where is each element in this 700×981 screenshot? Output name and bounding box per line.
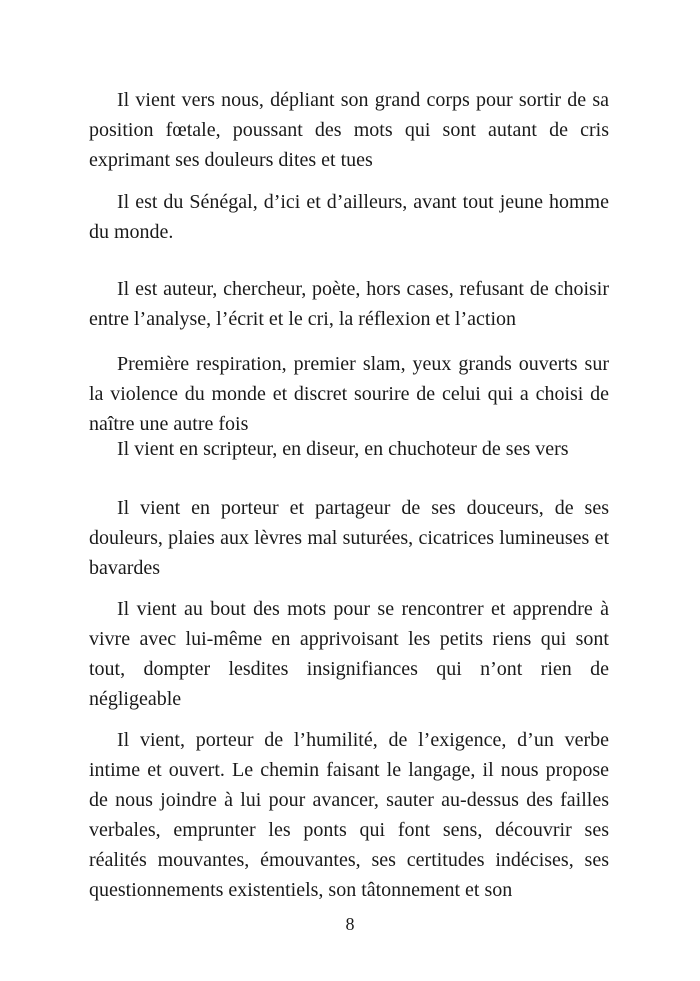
paragraph-3: Il est auteur, chercheur, poète, hors cases, refusant de choisir entre l’analyse, l’écrit et le cri, la réflexion et l’action — [89, 278, 609, 330]
paragraph-7: Il vient au bout des mots pour se rencontrer et apprendre à vivre avec lui-même en apprivoisant les petits riens qui sont tout, dompter lesdites insignifiances qui n’ont rien de négligeable — [89, 598, 609, 710]
paragraph-8: Il vient, porteur de l’humilité, de l’exigence, d’un verbe intime et ouvert. Le chemin faisant le langage, il nous propose de nous joindre à lui pour avancer, sauter au-dessus des failles verbales, emprunter les ponts qui font sens, découvrir ses réalités mouvantes, émouvantes, ses certitudes indécises, ses questionnements existentiels, son tâtonnement et son — [89, 729, 609, 901]
paragraph-6: Il vient en porteur et partageur de ses douceurs, de ses douleurs, plaies aux lèvres mal suturées, cicatrices lumineuses et bavardes — [89, 497, 609, 579]
paragraph-5: Il vient en scripteur, en diseur, en chuchoteur de ses vers — [117, 438, 569, 460]
paragraph-1: Il vient vers nous, dépliant son grand corps pour sortir de sa position fœtale, poussant des mots qui sont autant de cris exprimant ses douleurs dites et tues — [89, 89, 609, 171]
paragraph-2: Il est du Sénégal, d’ici et d’ailleurs, avant tout jeune homme du monde. — [89, 191, 609, 243]
paragraph-4: Première respiration, premier slam, yeux grands ouverts sur la violence du monde et discret sourire de celui qui a choisi de naître une autre fois — [89, 353, 609, 435]
page-number: 8 — [345, 914, 355, 934]
